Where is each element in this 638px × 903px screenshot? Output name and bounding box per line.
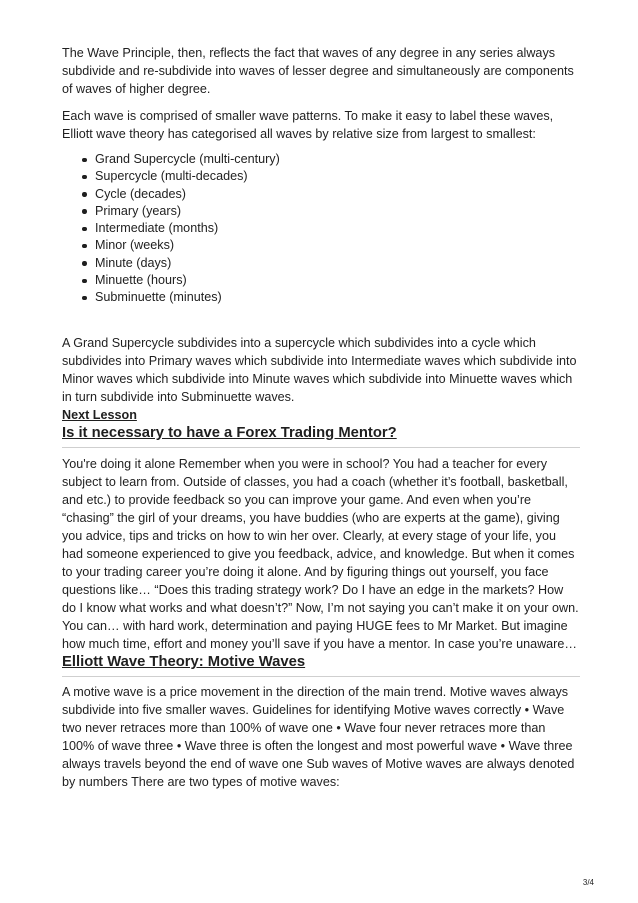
page-number: 3/4 [582,878,594,887]
list-item: Supercycle (multi-decades) [80,168,580,185]
mentor-section-body: You're doing it alone Remember when you were in school? You had a teacher for every subject to learn from. Outside of classes, you had a coach (whether it’s football, basketball, and etc.) to provide feedback so you can improve your game. And even when you’re “chasing” the girl of your dreams, you have buddies (who are experts at the game), giving you advice, tips and tricks on how to win her over. Clearly, at every stage of your life, you had someone experienced to give you feedback, advice, and knowledge. But when it comes to your trading career you’re doing it alone. And by figuring things out yourself, you face questions like… “Does this trading strategy work? Do I have an edge in the markets? How do I know what works and what doesn’t?” Now, I’m not saying you can’t make it on your own. You can… with hard work, determination and paying HUGE fees to Mr Market. But imagine how much time, effort and money you’ll save if you have a mentor. In case you’re unaware… [62,456,579,651]
next-lesson-link[interactable]: Next Lesson [62,407,137,422]
document-page [62,44,580,791]
list-item: Minuette (hours) [80,272,580,289]
motive-waves-heading[interactable]: Elliott Wave Theory: Motive Waves [62,653,580,677]
list-item: Primary (years) [80,203,580,220]
list-item: Minute (days) [80,255,580,272]
subdivision-paragraph: A Grand Supercycle subdivides into a supercycle which subdivides into a cycle which subdivides into Primary waves which subdivide into Intermediate waves which subdivide into Minor waves which subdivide into Minute waves which subdivide into Minuette waves which in turn subdivide into Subminuette waves. [62,335,577,404]
list-item: Minor (weeks) [80,237,580,254]
list-item: Grand Supercycle (multi-century) [80,151,580,168]
list-item: Subminuette (minutes) [80,289,580,306]
intro-paragraph-1: The Wave Principle, then, reflects the fact that waves of any degree in any series always subdivide and re-subdivide into waves of lesser degree and simultaneously are components of waves of higher degree. [62,46,574,96]
list-item: Intermediate (months) [80,220,580,237]
intro-paragraph-2: Each wave is comprised of smaller wave patterns. To make it easy to label these waves, Elliott wave theory has categorised all waves by relative size from largest to smallest: [62,109,554,141]
list-item: Cycle (decades) [80,186,580,203]
mentor-section-heading[interactable]: Is it necessary to have a Forex Trading Mentor? [62,424,580,448]
wave-degree-list [62,151,580,307]
motive-waves-body: A motive wave is a price movement in the direction of the main trend. Motive waves always subdivide into five smaller waves. Guidelines for identifying Motive waves correctly • Wave two never retraces more than 100% of wave one • Wave four never retraces more than 100% of wave three • Wave three is often the longest and most powerful wave • Wave three always travels beyond the end of wave one Sub waves of Motive waves are always denoted by numbers There are two types of motive waves: [62,684,575,789]
